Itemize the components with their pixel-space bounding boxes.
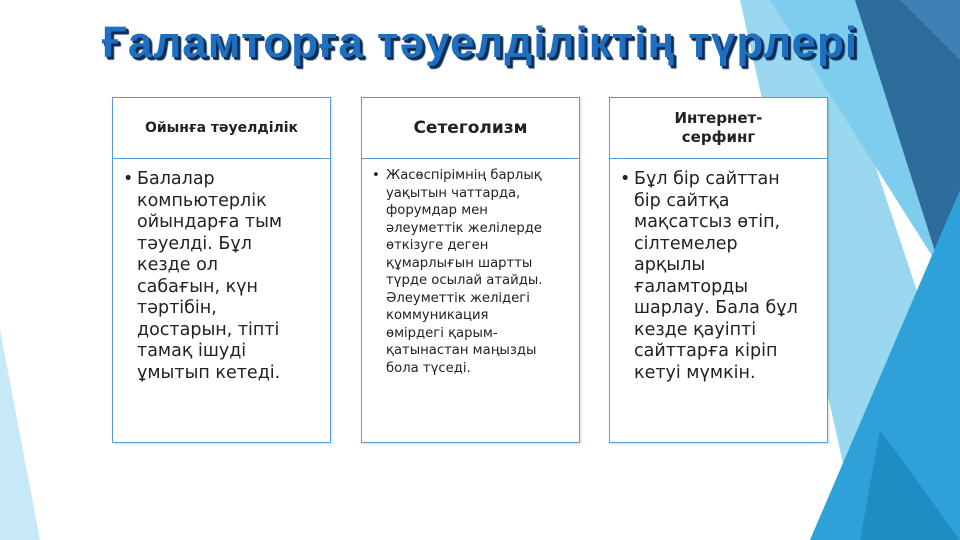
text-line: құмарлығын шартты [386,255,533,271]
column-heading [610,98,827,159]
text-line: кезде ол [137,255,218,275]
text-line: Жасөспірімнің барлық [386,168,542,183]
text-line: тамақ ішуді [137,341,247,361]
text-line: өткізуге деген [386,238,489,253]
text-line: достарын, тіпті [137,319,280,340]
column-internet-surfing [609,97,828,443]
bullet: • [372,168,380,183]
column-game-addiction [112,97,331,443]
text-line: өмірдегі қарым- [386,325,498,341]
column-heading: Сетеголизм [362,98,579,159]
text-line: ойындарға тым [137,212,283,232]
text-line: мақсатсыз өтіп, [634,212,781,232]
deco-light-triangle-left [0,330,40,540]
text-line: коммуникация [386,308,489,323]
text-line: ұмытып кетеді. [137,362,281,383]
text-line: сайттарға кіріп [634,341,778,361]
text-line: кетуі мүмкін. [634,362,756,383]
text-line: форумдар мен [386,203,488,218]
text-line: бола түседі. [386,360,471,376]
text-line: ғаламторды [634,276,749,297]
text-line: шарлау. Бала бұл [634,298,798,318]
text-line: Балалар [137,169,215,189]
text-line: қатынастан маңызды [386,343,537,358]
text-line: бір сайтқа [634,190,730,211]
text-line: Бұл бір сайттан [634,169,780,189]
text-line: тәртібін, [137,298,217,318]
text-line: Әлеуметтік желідегі [386,290,530,306]
bullet: • [123,169,134,189]
column-text [386,167,542,377]
text-line: уақытын чаттарда, [386,185,521,201]
text-line: әлеуметтік желілерде [386,220,542,236]
column-netaholism [361,97,580,443]
column-text [634,169,798,384]
text-line: түрде осылай атайды. [386,273,543,288]
text-line: арқылы [634,255,706,275]
column-heading: Ойынға тәуелділік [113,98,330,159]
text-line: сабағын, күн [137,276,258,297]
heading-line: серфинг [681,128,756,146]
bullet: • [620,169,631,189]
heading-line: Интернет- [674,109,763,127]
slide-title: Ғаламторға тәуелділіктің түрлері [101,18,859,67]
text-line: тәуелді. Бұл [137,233,252,254]
text-line: компьютерлік [137,190,267,211]
text-line: сілтемелер [634,233,738,254]
text-line: кезде қауіпті [634,319,757,340]
column-text [137,169,282,384]
